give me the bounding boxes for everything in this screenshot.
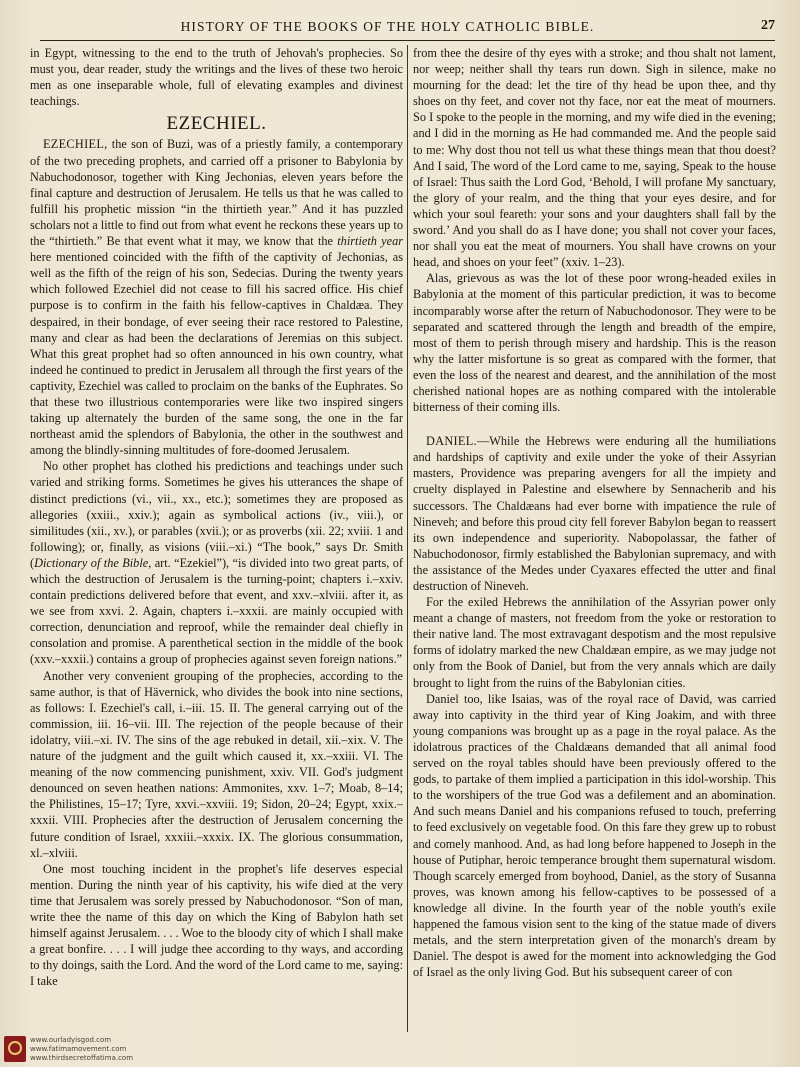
page-number: 27 bbox=[761, 18, 775, 33]
ezechiel-paragraph-1 bbox=[30, 136, 403, 458]
ezechiel-p2-text-a: No other prophet has clothed his predictions and teachings under such varied and striking forms. Sometimes he gives his utterances the shape of distinct predictions (vi., vii., xx., etc.); sometimes they are proposed as allegories (xxiii., xxiv.); again as symbolical actions (iv., viii.), or similitudes (xii., xv.), or parables (xvii.); or as proverbs (xii. 22; xviii. 1 and following); or, finally, as visions (viii.–xi.) “The book,” says Dr. Smith ( bbox=[30, 459, 403, 570]
ezechiel-p1-text-a: the son of Buzi, was of a priestly family, a contemporary of the two preceding prophets, and carried off a prisoner to Babylonia by Nabuchodonosor, together with King Jechonias, eleven years before the final capture and destruction of Jerusalem. He tells us that he was called to fulfill his prophetic mission “in the thirtieth year.” And it has puzzled scholars not a little to find out from what event he reckons these years up to the “thirtieth.” Be that event what it may, we know that the bbox=[30, 137, 403, 249]
ezechiel-p1-text-b: here mentioned coincided with the fifth of the captivity of Jechonias, as well as the fifth of the reign of his son, Sedecias. During the twenty years which followed Ezechiel did not cease to fill his sacred office. His chief purpose is to confirm in the faith his fellow-captives in Chaldæa. They despaired, in their bondage, of ever seeing their race restored to Palestine, many and clear as had been the declarations of Jeremias on this subject. What this great prophet had so often announced in his own country, what indeed he continued to predict in Jerusalem all through the first years of the captivity, Ezechiel was called to proclaim on the banks of the Euphrates. So that these two illustrious contemporaries were like two inspired singers taking up alternately the burden of the same song, the one in the far northeast amid the splendors of Babylonia, the other in the southwest and among the blindly-sinning multitudes of fore-doomed Jerusalem. bbox=[30, 250, 403, 458]
running-header bbox=[40, 18, 775, 41]
site-logo-icon bbox=[4, 1036, 26, 1062]
ezechiel-paragraph-2 bbox=[30, 458, 403, 667]
ezechiel-p1-emphasis: thirtieth year bbox=[337, 234, 403, 249]
ezechiel-paragraph-4: One most touching incident in the prophet's life deserves especial mention. During the ninth year of his captivity, his wife died at the very time that Jerusalem was sorely pressed by Nabuchodonosor. “Son of man, write thee the name of this day on which the King of Babylon hath set himself against Jerusalem. . . . Woe to the bloody city of which I shall make a great bonfire. . . . I will judge thee according to thy ways, and according to thy doings, saith the Lord. And the word of the Lord came to me, saying: I take bbox=[30, 861, 403, 989]
running-title: HISTORY OF THE BOOKS OF THE HOLY CATHOLIC BIBLE. bbox=[180, 19, 595, 34]
daniel-lead: DANIEL. bbox=[426, 434, 477, 449]
section-title-ezechiel: EZECHIEL. bbox=[166, 113, 267, 135]
daniel-paragraph-1 bbox=[413, 433, 776, 594]
ezechiel-lead: EZECHIEL, bbox=[43, 137, 108, 152]
ezechiel-paragraph-3: Another very convenient grouping of the prophecies, according to the same author, is that of Hävernick, who divides the book into nine sections, as follows: I. Ezechiel's call, i.–iii. 15. II. The general carrying out of the commission, iii. 16–vii. III. The rejection of the people because of their idolatry, viii.–xi. IV. The sins of the age rebuked in detail, xii.–xix. V. The nature of the judgment and the guilt which caused it, xx.–xxiii. VI. The meaning of the now commencing punishment, xxiv. VII. God's judgment denounced on seven heathen nations: Ammonites, xxv. 1–7; Moab, 8–14; the Philistines, 15–17; Tyre, xxvi.–xxviii. 19; Sidon, 20–24; Egypt, xxix.–xxxii. VIII. Prophecies after the destruction of Jerusalem concerning the future condition of Israel, xxxiii.–xxxix. IX. The glorious consummation, xl.–xlviii. bbox=[30, 668, 403, 860]
footer-urls bbox=[30, 1036, 133, 1063]
ezechiel-p2-text-b: , art. “Ezekiel”), “is divided into two great parts, of which the destruction of Jerusalem is the turning-point; chapters i.–xxiv. contain predictions delivered before that event, and xxv.–xlviii. after it, as we see from xxvi. 2. Again, chapters i.–xxxii. are mainly occupied with correction, denunciation and reproof, while the remainder deal chiefly in consolation and promise. A parenthetical section in the middle of the book (xxv.–xxxii.) contains a group of prophecies against seven foreign nations.” bbox=[30, 555, 403, 667]
right-column bbox=[413, 45, 776, 1032]
footer-url[interactable]: www.thirdsecretoffatima.com bbox=[30, 1054, 134, 1062]
column-divider bbox=[407, 45, 408, 1032]
left-column bbox=[30, 45, 403, 1032]
ezechiel-paragraph-6: Alas, grievous as was the lot of these poor wrong-headed exiles in Babylonia at the moment of this particular prediction, it was to become incomparably worse after the return of Nabuchodonosor. They were to be separated and scattered through the length and breadth of the empire, most of them to perish through misery and hardship. This is the reason why the latter misfortune is so great as compared with the former, that even the loss of the nearest and dearest, and the annihilation of the most cherished national hopes are as nothing compared with the intolerable bitterness of their coming ills. bbox=[413, 271, 776, 415]
ezechiel-paragraph-5: from thee the desire of thy eyes with a stroke; and thou shalt not lament, nor weep; neither shall thy tears run down. Sigh in silence, make no mourning for the dead: let the tire of thy head be upon thee, and thy shoes on thy feet, and cover not thy face, nor eat the meat of mourners. So I spoke to the people in the morning, and my wife died in the evening; and I did in the morning as He had commanded me. And the people said to me: Why dost thou not tell us what these things mean that thou doest? And I said, The word of the Lord came to me, saying, Speak to the house of Israel: Thus saith the Lord God, ‘Behold, I will profane My sanctuary, the glory of your realm, and the thing that your eyes desire, and for which your soul feareth: your sons and your daughters shall fall by the sword.’ And you shall do as I have done; you shall not cover your faces, nor shall you eat the meat of mourners. You shall have crowns on your head, and shoes on your feet” (xxiv. 1–23). bbox=[413, 46, 776, 270]
daniel-paragraph-2: For the exiled Hebrews the annihilation of the Assyrian power only meant a change of masters, not freedom from the yoke or restoration to their native land. The most extravagant despotism and the most repulsive forms of idolatry marked the new Chaldæan empire, as we may judge not only from the Book of Daniel, but from the very annals which are daily brought to light from the ruins of the Babylonian cities. bbox=[413, 595, 776, 690]
daniel-p1-text: —While the Hebrews were enduring all the humiliations and hardships of captivity and exile under the yoke of their Assyrian masters, Providence was preparing avengers for all the impiety and cruelty displayed in Palestine and elsewhere by Sennacherib and his successors. The Chaldæans had ever borne with impatience the rule of Nineveh; and before this proud city fell forever Babylon began to reassert its own independence and superiority. Nabopolassar, the father of Nabuchodonosor, firmly established the Babylonian supremacy, and with the assistance of the Medes under Cyaxares effected the utter and final destruction of Nineveh. bbox=[413, 434, 776, 593]
daniel-paragraph-3: Daniel too, like Isaias, was of the royal race of David, was carried away into captivity in the third year of King Joakim, and with three young companions was brought up as a page in the royal palace. As the idolatrous practices of the Chaldæans demanded that all animal food served on the royal tables should have been previously offered to the gods, to partake of them implied a participation in this idol-worship. This to the worshipers of the true God was a defilement and an abomination. And such means Daniel and his companions refused to touch, preferring to feed exclusively on vegetable food. On this fare they grew up to robust and comely manhood. And, as had long before happened to Joseph in the house of Putiphar, heroic temperance brought them supernatural wisdom. Though scarcely emerged from boyhood, Daniel, as the story of Susanna proves, was known among his fellow-captives to be possessed of a knowledge all divine. In the fourth year of the noble youth's exile happened the famous vision sent to the king of the statue made of divers metals, and the stern interpretation given of the monarch's dream by Daniel. The despot is awed for the moment into acknowledging the God of Israel as the only living God. But his subsequent career of con bbox=[413, 691, 776, 980]
footer-url[interactable]: www.ourladyisgod.com bbox=[30, 1036, 112, 1044]
intro-paragraph: in Egypt, witnessing to the end to the truth of Jehovah's prophecies. So must you, dear reader, study the writings and the lives of these two heroic men as one inseparable whole, full of elevating examples and divinest teachings. bbox=[30, 46, 403, 109]
dictionary-citation: Dictionary of the Bible bbox=[34, 555, 149, 570]
footer-url[interactable]: www.fatimamovement.com bbox=[30, 1045, 127, 1053]
